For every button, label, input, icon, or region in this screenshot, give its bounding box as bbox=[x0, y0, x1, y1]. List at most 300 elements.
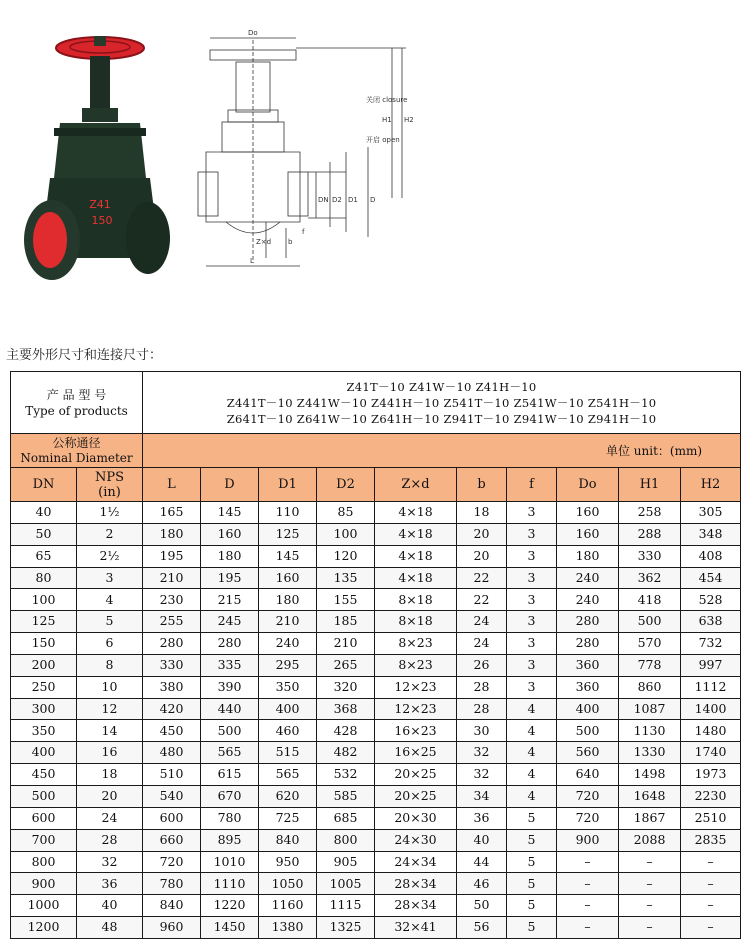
cell-d1: 110 bbox=[259, 502, 317, 524]
table-row bbox=[11, 742, 741, 764]
cell-zd: 24×34 bbox=[375, 851, 457, 873]
cell-f: 3 bbox=[507, 654, 557, 676]
table-row bbox=[11, 873, 741, 895]
cell-dn: 150 bbox=[11, 633, 77, 655]
cell-zd: 4×18 bbox=[375, 545, 457, 567]
table-row bbox=[11, 720, 741, 742]
cell-l: 780 bbox=[143, 873, 201, 895]
cell-d: 1450 bbox=[201, 917, 259, 939]
cell-nps: 48 bbox=[77, 917, 143, 939]
cell-f: 5 bbox=[507, 917, 557, 939]
cell-do: 900 bbox=[557, 829, 619, 851]
models-line-1: Z41T－10 Z41W－10 Z41H－10 bbox=[346, 379, 537, 394]
cell-d1: 565 bbox=[259, 764, 317, 786]
cell-h1: 288 bbox=[619, 523, 681, 545]
cell-dn: 250 bbox=[11, 676, 77, 698]
cell-nps: 3 bbox=[77, 567, 143, 589]
nominal-diameter-cell bbox=[11, 434, 143, 468]
cell-zd: 16×23 bbox=[375, 720, 457, 742]
cell-d1: 620 bbox=[259, 785, 317, 807]
cell-zd: 8×18 bbox=[375, 611, 457, 633]
col-h2: H2 bbox=[681, 468, 741, 502]
cell-zd: 12×23 bbox=[375, 698, 457, 720]
cell-b: 40 bbox=[457, 829, 507, 851]
cell-d1: 1050 bbox=[259, 873, 317, 895]
gate-valve-drawing bbox=[196, 22, 416, 278]
table-row bbox=[11, 785, 741, 807]
unit-cell: 单位 unit：(mm) bbox=[143, 434, 741, 468]
label-open: 开启 open bbox=[366, 136, 400, 144]
cell-dn: 100 bbox=[11, 589, 77, 611]
cell-h2: 2510 bbox=[681, 807, 741, 829]
cell-d2: 482 bbox=[317, 742, 375, 764]
cell-d1: 400 bbox=[259, 698, 317, 720]
cell-nps: 28 bbox=[77, 829, 143, 851]
type-cn: 产 品 型 号 bbox=[46, 387, 107, 402]
cell-l: 280 bbox=[143, 633, 201, 655]
cell-d2: 532 bbox=[317, 764, 375, 786]
cell-d1: 950 bbox=[259, 851, 317, 873]
cell-h2: 528 bbox=[681, 589, 741, 611]
cell-h1: 1648 bbox=[619, 785, 681, 807]
cell-dn: 125 bbox=[11, 611, 77, 633]
cell-b: 44 bbox=[457, 851, 507, 873]
cell-do: 720 bbox=[557, 785, 619, 807]
cell-f: 3 bbox=[507, 545, 557, 567]
table-row bbox=[11, 567, 741, 589]
cell-d2: 210 bbox=[317, 633, 375, 655]
cell-d1: 460 bbox=[259, 720, 317, 742]
cell-do: 280 bbox=[557, 633, 619, 655]
table-row bbox=[11, 676, 741, 698]
cell-d: 390 bbox=[201, 676, 259, 698]
cell-f: 3 bbox=[507, 567, 557, 589]
cell-f: 5 bbox=[507, 807, 557, 829]
cell-dn: 1000 bbox=[11, 895, 77, 917]
cell-d2: 1325 bbox=[317, 917, 375, 939]
cell-b: 24 bbox=[457, 611, 507, 633]
cell-f: 4 bbox=[507, 720, 557, 742]
cell-do: 400 bbox=[557, 698, 619, 720]
cell-dn: 450 bbox=[11, 764, 77, 786]
cell-b: 26 bbox=[457, 654, 507, 676]
cell-dn: 350 bbox=[11, 720, 77, 742]
col-d2: D2 bbox=[317, 468, 375, 502]
cell-do: 720 bbox=[557, 807, 619, 829]
cell-d: 215 bbox=[201, 589, 259, 611]
cell-d2: 1005 bbox=[317, 873, 375, 895]
cell-h1: 860 bbox=[619, 676, 681, 698]
cell-h1: – bbox=[619, 851, 681, 873]
dimension-table bbox=[10, 371, 741, 939]
cell-d: 895 bbox=[201, 829, 259, 851]
cell-d2: 135 bbox=[317, 567, 375, 589]
cell-dn: 300 bbox=[11, 698, 77, 720]
table-row bbox=[11, 589, 741, 611]
cell-nps: 24 bbox=[77, 807, 143, 829]
photo-label-top: Z41 bbox=[89, 198, 111, 211]
cell-l: 840 bbox=[143, 895, 201, 917]
cell-do: 240 bbox=[557, 567, 619, 589]
cell-d2: 85 bbox=[317, 502, 375, 524]
cell-do: 160 bbox=[557, 523, 619, 545]
cell-zd: 12×23 bbox=[375, 676, 457, 698]
cell-d1: 1160 bbox=[259, 895, 317, 917]
cell-do: 640 bbox=[557, 764, 619, 786]
table-row bbox=[11, 917, 741, 939]
cell-h2: 2835 bbox=[681, 829, 741, 851]
cell-f: 3 bbox=[507, 611, 557, 633]
cell-nps: 5 bbox=[77, 611, 143, 633]
cell-d2: 368 bbox=[317, 698, 375, 720]
cell-do: 360 bbox=[557, 676, 619, 698]
cell-h1: 362 bbox=[619, 567, 681, 589]
cell-f: 4 bbox=[507, 698, 557, 720]
cell-h1: 1087 bbox=[619, 698, 681, 720]
cell-b: 34 bbox=[457, 785, 507, 807]
cell-zd: 20×25 bbox=[375, 785, 457, 807]
cell-nps: 18 bbox=[77, 764, 143, 786]
cell-l: 255 bbox=[143, 611, 201, 633]
cell-zd: 20×30 bbox=[375, 807, 457, 829]
cell-d1: 725 bbox=[259, 807, 317, 829]
cell-d: 780 bbox=[201, 807, 259, 829]
cell-h2: 408 bbox=[681, 545, 741, 567]
models-line-2: Z441T－10 Z441W－10 Z441H－10 Z541T－10 Z541W－10 Z541H－10 bbox=[226, 395, 657, 410]
cell-zd: 4×18 bbox=[375, 567, 457, 589]
col-nps-label: NPS bbox=[94, 469, 125, 485]
label-closed: 关闭 closure bbox=[366, 96, 408, 104]
label-d2: D2 bbox=[332, 196, 342, 204]
table-row bbox=[11, 545, 741, 567]
cell-d: 1110 bbox=[201, 873, 259, 895]
cell-h2: – bbox=[681, 873, 741, 895]
cell-h2: 1112 bbox=[681, 676, 741, 698]
table-row bbox=[11, 654, 741, 676]
cell-h2: 454 bbox=[681, 567, 741, 589]
cell-nps: 36 bbox=[77, 873, 143, 895]
table-row bbox=[11, 851, 741, 873]
cell-nps: 6 bbox=[77, 633, 143, 655]
table-row bbox=[11, 633, 741, 655]
cell-d2: 800 bbox=[317, 829, 375, 851]
cell-dn: 900 bbox=[11, 873, 77, 895]
col-dn: DN bbox=[11, 468, 77, 502]
models-line-3: Z641T－10 Z641W－10 Z641H－10 Z941T－10 Z941W－10 Z941H－10 bbox=[226, 411, 657, 426]
cell-l: 510 bbox=[143, 764, 201, 786]
gate-valve-photo bbox=[20, 28, 190, 288]
cell-f: 3 bbox=[507, 633, 557, 655]
cell-l: 330 bbox=[143, 654, 201, 676]
cell-b: 50 bbox=[457, 895, 507, 917]
cell-f: 4 bbox=[507, 742, 557, 764]
cell-h1: 500 bbox=[619, 611, 681, 633]
cell-zd: 16×25 bbox=[375, 742, 457, 764]
cell-nps: 2 bbox=[77, 523, 143, 545]
cell-h1: – bbox=[619, 895, 681, 917]
cell-zd: 28×34 bbox=[375, 873, 457, 895]
cell-l: 230 bbox=[143, 589, 201, 611]
label-d: D bbox=[370, 196, 376, 204]
cell-h1: 1498 bbox=[619, 764, 681, 786]
cell-h1: 778 bbox=[619, 654, 681, 676]
cell-h1: 258 bbox=[619, 502, 681, 524]
cell-d1: 160 bbox=[259, 567, 317, 589]
label-h1: H1 bbox=[382, 116, 392, 124]
cell-d: 1010 bbox=[201, 851, 259, 873]
cell-do: 560 bbox=[557, 742, 619, 764]
cell-dn: 80 bbox=[11, 567, 77, 589]
cell-f: 3 bbox=[507, 676, 557, 698]
cell-b: 46 bbox=[457, 873, 507, 895]
cell-do: – bbox=[557, 873, 619, 895]
cell-nps: 20 bbox=[77, 785, 143, 807]
cell-d1: 840 bbox=[259, 829, 317, 851]
cell-d1: 180 bbox=[259, 589, 317, 611]
cell-d2: 185 bbox=[317, 611, 375, 633]
table-row bbox=[11, 829, 741, 851]
table-body bbox=[11, 502, 741, 939]
cell-d2: 905 bbox=[317, 851, 375, 873]
cell-d: 145 bbox=[201, 502, 259, 524]
cell-nps: 2½ bbox=[77, 545, 143, 567]
cell-do: 360 bbox=[557, 654, 619, 676]
cell-d: 280 bbox=[201, 633, 259, 655]
cell-b: 28 bbox=[457, 676, 507, 698]
cell-h2: 1973 bbox=[681, 764, 741, 786]
cell-dn: 600 bbox=[11, 807, 77, 829]
cell-d2: 428 bbox=[317, 720, 375, 742]
cell-d: 440 bbox=[201, 698, 259, 720]
cell-nps: 32 bbox=[77, 851, 143, 873]
cell-h2: 732 bbox=[681, 633, 741, 655]
cell-d2: 265 bbox=[317, 654, 375, 676]
cell-d2: 320 bbox=[317, 676, 375, 698]
col-l: L bbox=[143, 468, 201, 502]
cell-do: 240 bbox=[557, 589, 619, 611]
cell-h1: 1867 bbox=[619, 807, 681, 829]
cell-d1: 350 bbox=[259, 676, 317, 698]
type-of-products-cell bbox=[11, 372, 143, 434]
cell-d2: 155 bbox=[317, 589, 375, 611]
label-dn: DN bbox=[318, 196, 329, 204]
cell-dn: 800 bbox=[11, 851, 77, 873]
cell-h2: 1480 bbox=[681, 720, 741, 742]
col-nps-unit: (in) bbox=[98, 484, 121, 500]
cell-d1: 125 bbox=[259, 523, 317, 545]
cell-d2: 120 bbox=[317, 545, 375, 567]
cell-d: 615 bbox=[201, 764, 259, 786]
cell-h2: 348 bbox=[681, 523, 741, 545]
cell-d1: 145 bbox=[259, 545, 317, 567]
table-row bbox=[11, 523, 741, 545]
cell-b: 30 bbox=[457, 720, 507, 742]
cell-dn: 400 bbox=[11, 742, 77, 764]
cell-d1: 210 bbox=[259, 611, 317, 633]
table-row bbox=[11, 807, 741, 829]
cell-l: 450 bbox=[143, 720, 201, 742]
cell-do: 280 bbox=[557, 611, 619, 633]
cell-f: 3 bbox=[507, 502, 557, 524]
cell-dn: 500 bbox=[11, 785, 77, 807]
cell-do: – bbox=[557, 917, 619, 939]
cell-nps: 16 bbox=[77, 742, 143, 764]
cell-d2: 1115 bbox=[317, 895, 375, 917]
models-cell bbox=[143, 372, 741, 434]
photo-label-bottom: 150 bbox=[91, 214, 113, 227]
cell-f: 4 bbox=[507, 785, 557, 807]
cell-h1: – bbox=[619, 873, 681, 895]
cell-d: 195 bbox=[201, 567, 259, 589]
nominal-cn: 公称通径 bbox=[52, 435, 101, 450]
label-f: f bbox=[302, 228, 305, 236]
cell-nps: 8 bbox=[77, 654, 143, 676]
cell-b: 24 bbox=[457, 633, 507, 655]
cell-zd: 8×23 bbox=[375, 633, 457, 655]
cell-h2: 305 bbox=[681, 502, 741, 524]
cell-l: 960 bbox=[143, 917, 201, 939]
cell-nps: 14 bbox=[77, 720, 143, 742]
cell-dn: 700 bbox=[11, 829, 77, 851]
cell-b: 56 bbox=[457, 917, 507, 939]
cell-do: – bbox=[557, 895, 619, 917]
cell-d1: 515 bbox=[259, 742, 317, 764]
cell-f: 5 bbox=[507, 851, 557, 873]
cell-nps: 1½ bbox=[77, 502, 143, 524]
cell-d1: 295 bbox=[259, 654, 317, 676]
table-row bbox=[11, 698, 741, 720]
cell-l: 380 bbox=[143, 676, 201, 698]
cell-dn: 1200 bbox=[11, 917, 77, 939]
table-row bbox=[11, 502, 741, 524]
cell-b: 20 bbox=[457, 545, 507, 567]
cell-h1: 2088 bbox=[619, 829, 681, 851]
cell-dn: 200 bbox=[11, 654, 77, 676]
table-row bbox=[11, 895, 741, 917]
cell-f: 4 bbox=[507, 764, 557, 786]
cell-b: 28 bbox=[457, 698, 507, 720]
col-h1: H1 bbox=[619, 468, 681, 502]
cell-dn: 65 bbox=[11, 545, 77, 567]
cell-d: 335 bbox=[201, 654, 259, 676]
cell-l: 165 bbox=[143, 502, 201, 524]
cell-nps: 40 bbox=[77, 895, 143, 917]
cell-do: 160 bbox=[557, 502, 619, 524]
cell-d: 1220 bbox=[201, 895, 259, 917]
cell-h1: 570 bbox=[619, 633, 681, 655]
label-l: L bbox=[250, 257, 254, 265]
cell-f: 5 bbox=[507, 873, 557, 895]
col-d1: D1 bbox=[259, 468, 317, 502]
cell-zd: 8×23 bbox=[375, 654, 457, 676]
cell-d: 245 bbox=[201, 611, 259, 633]
cell-d1: 1380 bbox=[259, 917, 317, 939]
cell-b: 22 bbox=[457, 589, 507, 611]
cell-dn: 40 bbox=[11, 502, 77, 524]
label-b: b bbox=[288, 238, 293, 246]
cell-do: – bbox=[557, 851, 619, 873]
cell-h1: 1130 bbox=[619, 720, 681, 742]
cell-l: 660 bbox=[143, 829, 201, 851]
cell-d2: 685 bbox=[317, 807, 375, 829]
cell-h2: – bbox=[681, 917, 741, 939]
cell-l: 195 bbox=[143, 545, 201, 567]
cell-zd: 20×25 bbox=[375, 764, 457, 786]
col-do: Do bbox=[557, 468, 619, 502]
cell-h1: – bbox=[619, 917, 681, 939]
cell-nps: 12 bbox=[77, 698, 143, 720]
cell-h1: 330 bbox=[619, 545, 681, 567]
cell-b: 20 bbox=[457, 523, 507, 545]
cell-do: 500 bbox=[557, 720, 619, 742]
cell-b: 32 bbox=[457, 742, 507, 764]
cell-f: 5 bbox=[507, 895, 557, 917]
cell-zd: 24×30 bbox=[375, 829, 457, 851]
cell-b: 18 bbox=[457, 502, 507, 524]
cell-d: 500 bbox=[201, 720, 259, 742]
cell-d: 160 bbox=[201, 523, 259, 545]
cell-dn: 50 bbox=[11, 523, 77, 545]
cell-zd: 4×18 bbox=[375, 502, 457, 524]
cell-d1: 240 bbox=[259, 633, 317, 655]
cell-do: 180 bbox=[557, 545, 619, 567]
cell-b: 22 bbox=[457, 567, 507, 589]
table-row bbox=[11, 611, 741, 633]
cell-h2: – bbox=[681, 851, 741, 873]
cell-h1: 418 bbox=[619, 589, 681, 611]
cell-l: 480 bbox=[143, 742, 201, 764]
col-d: D bbox=[201, 468, 259, 502]
cell-d2: 100 bbox=[317, 523, 375, 545]
cell-h2: 2230 bbox=[681, 785, 741, 807]
cell-zd: 4×18 bbox=[375, 523, 457, 545]
cell-h2: – bbox=[681, 895, 741, 917]
cell-b: 32 bbox=[457, 764, 507, 786]
label-d1: D1 bbox=[348, 196, 358, 204]
cell-l: 180 bbox=[143, 523, 201, 545]
cell-zd: 32×41 bbox=[375, 917, 457, 939]
cell-l: 600 bbox=[143, 807, 201, 829]
col-b: b bbox=[457, 468, 507, 502]
cell-zd: 8×18 bbox=[375, 589, 457, 611]
cell-f: 5 bbox=[507, 829, 557, 851]
label-h2: H2 bbox=[404, 116, 414, 124]
type-en: Type of products bbox=[25, 403, 128, 418]
cell-f: 3 bbox=[507, 589, 557, 611]
cell-nps: 4 bbox=[77, 589, 143, 611]
cell-h2: 1740 bbox=[681, 742, 741, 764]
cell-d: 670 bbox=[201, 785, 259, 807]
cell-l: 540 bbox=[143, 785, 201, 807]
col-nps bbox=[77, 468, 143, 502]
nominal-en: Nominal Diameter bbox=[20, 450, 133, 465]
col-zd: Z×d bbox=[375, 468, 457, 502]
cell-h2: 1400 bbox=[681, 698, 741, 720]
cell-d: 565 bbox=[201, 742, 259, 764]
cell-b: 36 bbox=[457, 807, 507, 829]
label-zd: Z×d bbox=[256, 238, 272, 246]
section-caption: 主要外形尺寸和连接尺寸： bbox=[6, 348, 163, 363]
label-do: Do bbox=[248, 29, 258, 37]
col-f: f bbox=[507, 468, 557, 502]
cell-f: 3 bbox=[507, 523, 557, 545]
cell-nps: 10 bbox=[77, 676, 143, 698]
cell-l: 720 bbox=[143, 851, 201, 873]
cell-l: 210 bbox=[143, 567, 201, 589]
cell-l: 420 bbox=[143, 698, 201, 720]
cell-zd: 28×34 bbox=[375, 895, 457, 917]
cell-h2: 997 bbox=[681, 654, 741, 676]
